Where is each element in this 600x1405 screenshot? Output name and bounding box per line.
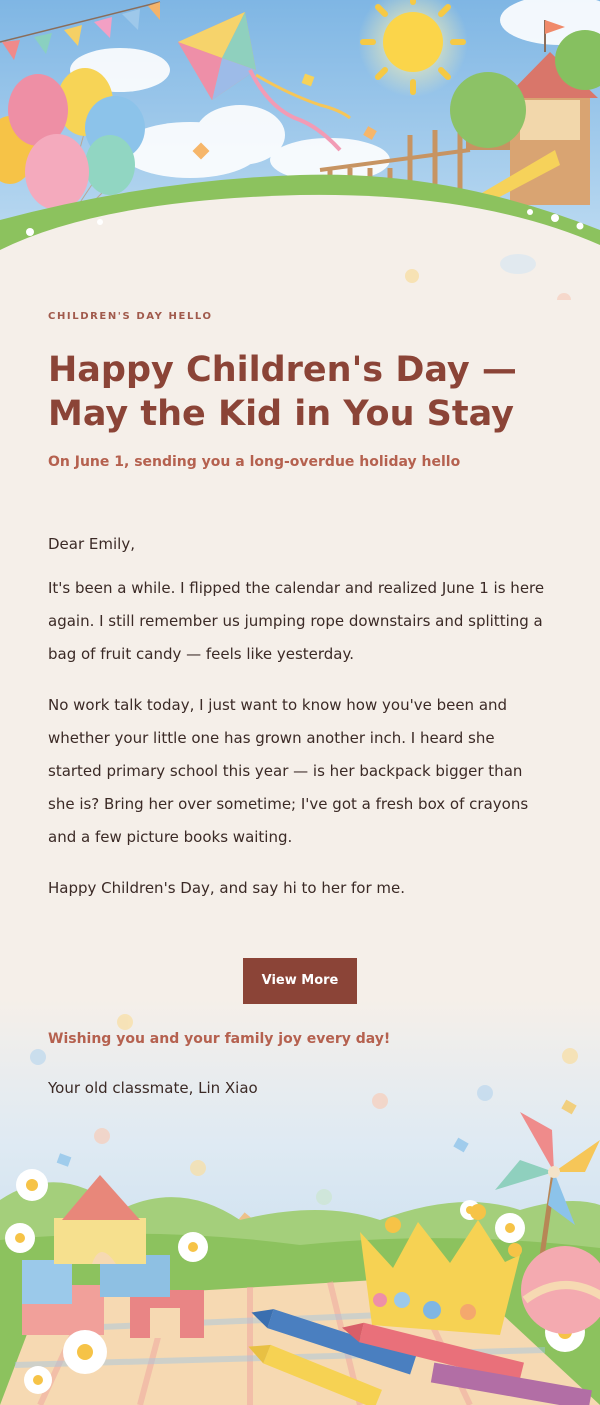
header-illustration (0, 0, 600, 300)
email-title: Happy Children's Day — May the Kid in You Stay (48, 350, 517, 434)
body-paragraph: No work talk today, I just want to know how you've been and whether your little one has grown another inch. I heard she started primary school this year — is her backpack bigger than she is? Bring her over sometime; I've got a fresh box of crayons and a few picture books waiting. (48, 696, 529, 846)
body-paragraph: Happy Children's Day, and say hi to her for me. (48, 879, 406, 897)
cta-container (48, 958, 552, 1004)
closing-wish: Wishing you and your family joy every day! (48, 1031, 391, 1047)
eyebrow-label: CHILDREN'S DAY HELLO (48, 311, 213, 322)
signature: Your old classmate, Lin Xiao (48, 1079, 258, 1097)
footer-illustration (0, 1000, 600, 1405)
view-more-button[interactable]: View More (243, 958, 358, 1004)
email-body (48, 532, 548, 923)
body-paragraph: It's been a while. I flipped the calendar and realized June 1 is here again. I still remember us jumping rope downstairs and splitting a bag of fruit candy — feels like yesterday. (48, 579, 545, 663)
email-subtitle: On June 1, sending you a long-overdue holiday hello (48, 454, 461, 470)
greeting: Dear Emily, (48, 535, 135, 553)
